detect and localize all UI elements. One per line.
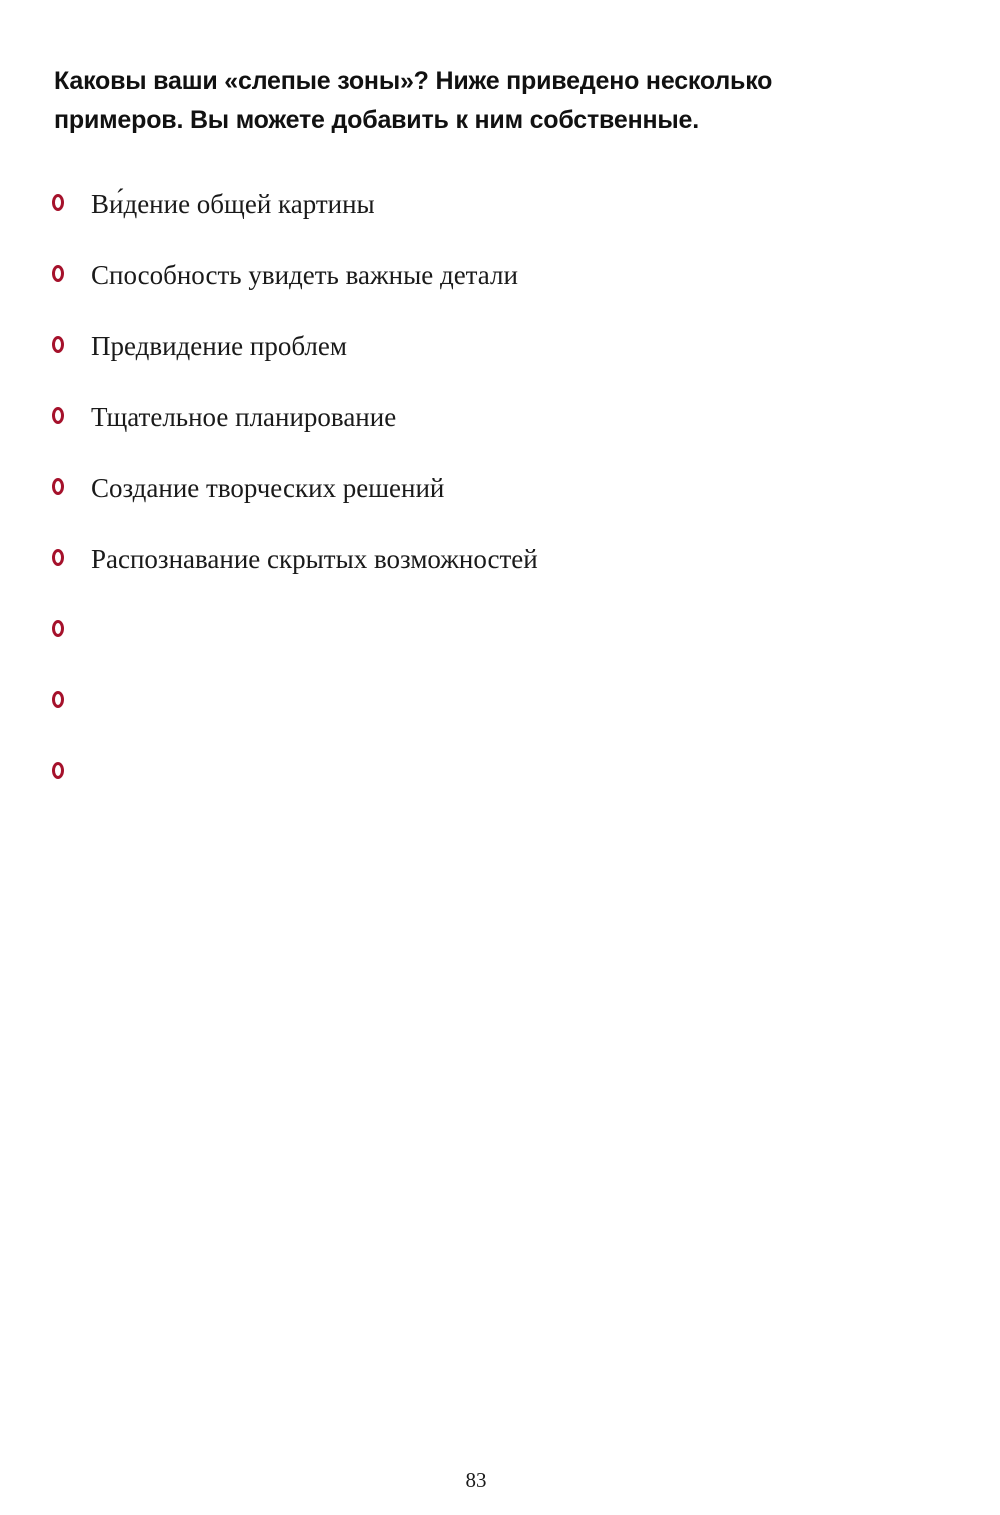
list-item-label: Ви́дение общей картины xyxy=(91,189,375,219)
bullet-circle-icon[interactable] xyxy=(52,549,64,566)
bullet-circle-icon[interactable] xyxy=(52,691,64,708)
heading-line-1: Каковы ваши «слепые зоны»? Ниже приведено несколько xyxy=(54,67,773,95)
bullet-circle-icon[interactable] xyxy=(52,265,64,282)
bullet-circle-icon[interactable] xyxy=(52,336,64,353)
bullet-circle-icon[interactable] xyxy=(52,407,64,424)
bullet-circle-icon[interactable] xyxy=(52,620,64,637)
heading-line-2: примеров. Вы можете добавить к ним собственные. xyxy=(54,106,699,134)
bullet-circle-icon[interactable] xyxy=(52,762,64,779)
list-item-label: Предвидение проблем xyxy=(91,331,347,361)
list-item-label: Создание творческих решений xyxy=(91,473,445,503)
list-item-label: Тщательное планирование xyxy=(91,402,397,432)
list-item-label: Распознавание скрытых возможностей xyxy=(91,544,538,574)
bullet-circle-icon[interactable] xyxy=(52,194,64,211)
list-item-label: Способность увидеть важные детали xyxy=(91,260,518,290)
bullet-circle-icon[interactable] xyxy=(52,478,64,495)
page-number: 83 xyxy=(465,1468,487,1492)
page-heading xyxy=(54,62,854,140)
